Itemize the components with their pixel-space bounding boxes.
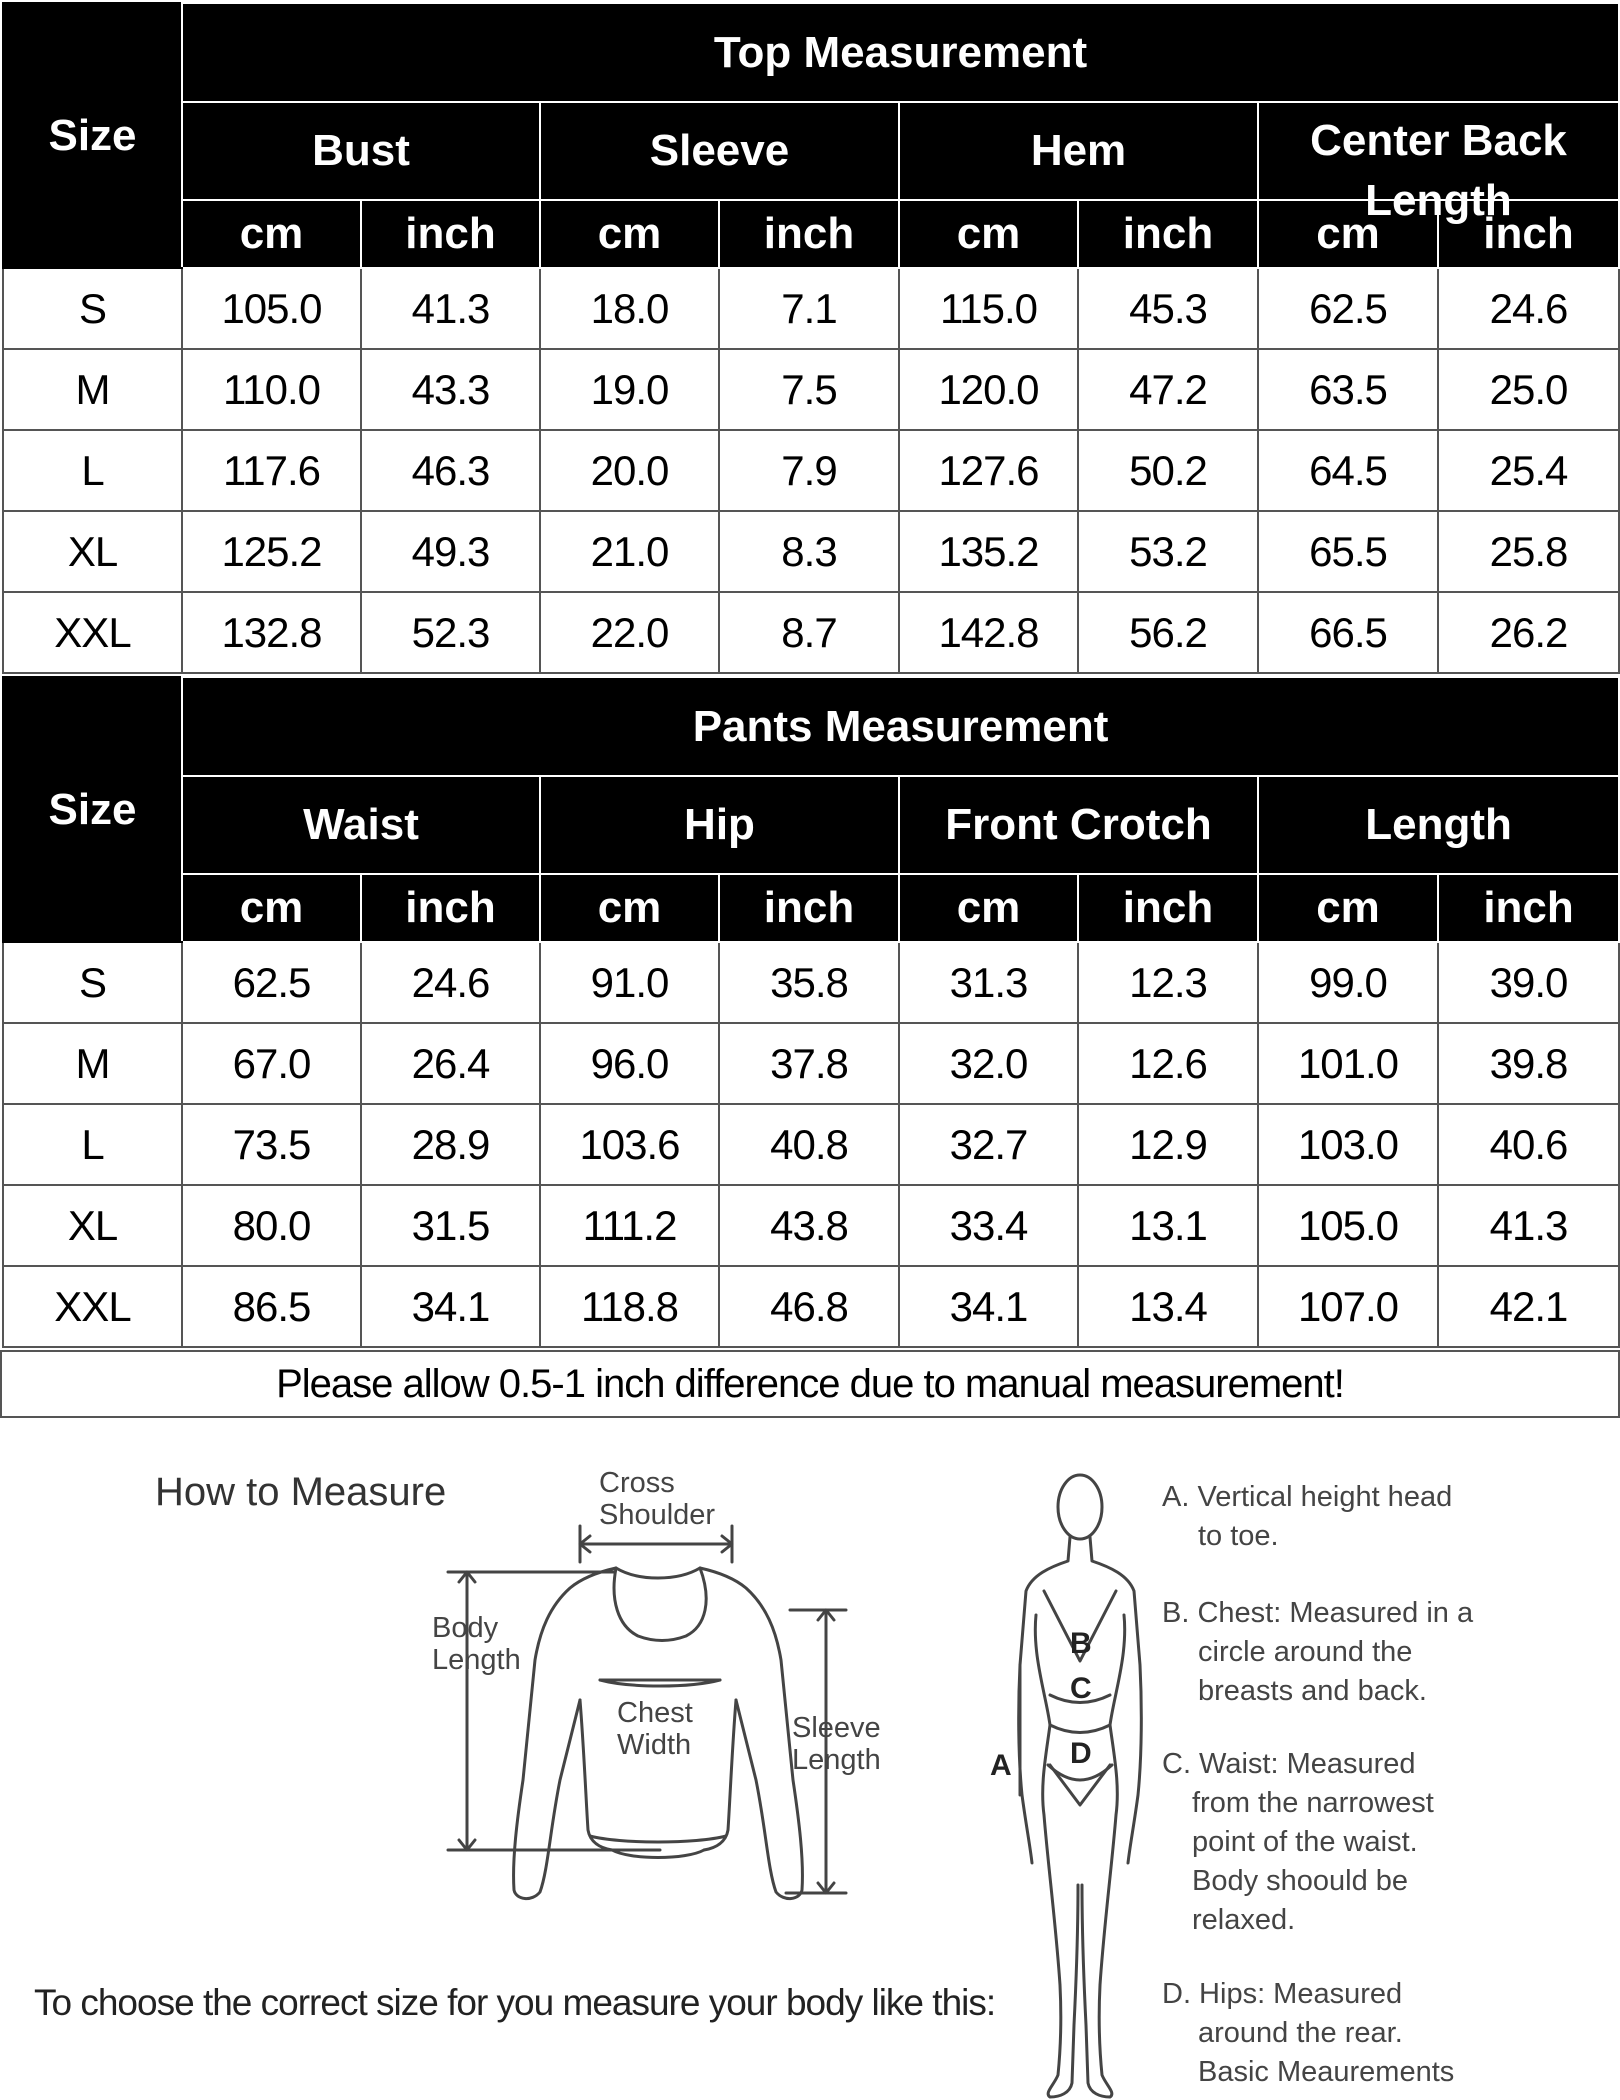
table-cell: 52.3 bbox=[361, 592, 540, 673]
instruction-line: from the narrowest bbox=[1192, 1787, 1434, 1819]
table-cell: 73.5 bbox=[182, 1104, 361, 1185]
table-cell: 56.2 bbox=[1078, 592, 1258, 673]
table-row bbox=[3, 349, 1619, 430]
column-group-label: Center Back Length bbox=[1310, 116, 1567, 225]
table-cell: 63.5 bbox=[1258, 349, 1438, 430]
body-letter-a: A bbox=[990, 1749, 1012, 1782]
instruction-line: around the rear. bbox=[1198, 2017, 1403, 2049]
table-cell: 25.4 bbox=[1438, 430, 1619, 511]
table-cell: 132.8 bbox=[182, 592, 361, 673]
table-cell: 107.0 bbox=[1258, 1266, 1438, 1347]
unit-header: inch bbox=[1078, 200, 1258, 268]
unit-header: cm bbox=[1258, 874, 1438, 942]
table-row bbox=[3, 1023, 1619, 1104]
size-cell: XL bbox=[3, 511, 182, 592]
instruction-line: relaxed. bbox=[1192, 1904, 1296, 1936]
table-cell: 39.0 bbox=[1438, 942, 1619, 1023]
table-cell: 45.3 bbox=[1078, 268, 1258, 349]
table-cell: 7.5 bbox=[719, 349, 899, 430]
unit-header: inch bbox=[719, 874, 899, 942]
table-cell: 120.0 bbox=[899, 349, 1078, 430]
table-cell: 12.6 bbox=[1078, 1023, 1258, 1104]
body-letter-c: C bbox=[1070, 1672, 1092, 1705]
table-cell: 34.1 bbox=[899, 1266, 1078, 1347]
table-cell: 8.3 bbox=[719, 511, 899, 592]
unit-header: inch bbox=[361, 200, 540, 268]
top-measurement-table bbox=[2, 2, 1620, 674]
table-cell: 111.2 bbox=[540, 1185, 719, 1266]
chest-width-label-line: Chest bbox=[617, 1697, 693, 1729]
body-letter-d: D bbox=[1070, 1737, 1092, 1770]
size-cell: XXL bbox=[3, 592, 182, 673]
table-cell: 118.8 bbox=[540, 1266, 719, 1347]
unit-header: inch bbox=[1438, 874, 1619, 942]
column-group-header: Waist bbox=[182, 776, 540, 874]
instruction-line: to toe. bbox=[1198, 1520, 1279, 1552]
table-cell: 12.9 bbox=[1078, 1104, 1258, 1185]
measurement-note: Please allow 0.5-1 inch difference due to manual measurement! bbox=[0, 1350, 1620, 1418]
unit-header: cm bbox=[540, 200, 719, 268]
table-cell: 13.4 bbox=[1078, 1266, 1258, 1347]
instruction-line: A. Vertical height head bbox=[1162, 1481, 1453, 1513]
size-cell: XL bbox=[3, 1185, 182, 1266]
unit-header: cm bbox=[899, 874, 1078, 942]
size-cell: S bbox=[3, 268, 182, 349]
table-cell: 31.5 bbox=[361, 1185, 540, 1266]
table-cell: 26.4 bbox=[361, 1023, 540, 1104]
table-cell: 142.8 bbox=[899, 592, 1078, 673]
table-cell: 20.0 bbox=[540, 430, 719, 511]
table-cell: 101.0 bbox=[1258, 1023, 1438, 1104]
table-cell: 39.8 bbox=[1438, 1023, 1619, 1104]
table-cell: 43.3 bbox=[361, 349, 540, 430]
unit-header: cm bbox=[1258, 200, 1438, 268]
unit-header: inch bbox=[361, 874, 540, 942]
instruction-b bbox=[1162, 1594, 1473, 1711]
size-cell: XXL bbox=[3, 1266, 182, 1347]
table-cell: 19.0 bbox=[540, 349, 719, 430]
table-cell: 49.3 bbox=[361, 511, 540, 592]
column-group-header: Bust bbox=[182, 102, 540, 200]
body-letter-b: B bbox=[1070, 1627, 1092, 1660]
table-cell: 22.0 bbox=[540, 592, 719, 673]
instruction-a bbox=[1162, 1478, 1452, 1556]
sleeve-length-label bbox=[792, 1712, 881, 1776]
table-cell: 42.1 bbox=[1438, 1266, 1619, 1347]
instruction-line: Basic Meaurements bbox=[1198, 2056, 1455, 2088]
table-row bbox=[3, 511, 1619, 592]
size-cell: L bbox=[3, 1104, 182, 1185]
table-cell: 91.0 bbox=[540, 942, 719, 1023]
table-cell: 50.2 bbox=[1078, 430, 1258, 511]
table-cell: 67.0 bbox=[182, 1023, 361, 1104]
chest-width-label-line: Width bbox=[617, 1729, 692, 1761]
instruction-line: point of the waist. bbox=[1192, 1826, 1418, 1858]
table-cell: 65.5 bbox=[1258, 511, 1438, 592]
pants-measurement-table bbox=[2, 676, 1620, 1348]
sleeve-length-label-line: Sleeve bbox=[792, 1712, 881, 1744]
unit-header: cm bbox=[540, 874, 719, 942]
table-cell: 47.2 bbox=[1078, 349, 1258, 430]
table-title: Top Measurement bbox=[182, 3, 1619, 102]
column-group-header: Front Crotch bbox=[899, 776, 1258, 874]
table-cell: 25.8 bbox=[1438, 511, 1619, 592]
table-cell: 21.0 bbox=[540, 511, 719, 592]
table-cell: 26.2 bbox=[1438, 592, 1619, 673]
cross-shoulder-label bbox=[599, 1467, 715, 1531]
cross-shoulder-label-line: Shoulder bbox=[599, 1499, 716, 1531]
instruction-line: D. Hips: Measured bbox=[1162, 1978, 1403, 2010]
table-cell: 105.0 bbox=[182, 268, 361, 349]
instruction-c bbox=[1162, 1745, 1434, 1940]
how-to-measure-title: How to Measure bbox=[155, 1470, 447, 1514]
table-cell: 32.0 bbox=[899, 1023, 1078, 1104]
body-length-label-line: Body bbox=[432, 1612, 499, 1644]
column-group-header: Hem bbox=[899, 102, 1258, 200]
table-cell: 53.2 bbox=[1078, 511, 1258, 592]
table-row bbox=[3, 592, 1619, 673]
unit-header: cm bbox=[182, 200, 361, 268]
table-cell: 62.5 bbox=[1258, 268, 1438, 349]
table-cell: 12.3 bbox=[1078, 942, 1258, 1023]
table-cell: 117.6 bbox=[182, 430, 361, 511]
instruction-line: breasts and back. bbox=[1198, 1675, 1427, 1707]
table-cell: 96.0 bbox=[540, 1023, 719, 1104]
table-row bbox=[3, 942, 1619, 1023]
table-cell: 86.5 bbox=[182, 1266, 361, 1347]
size-cell: L bbox=[3, 430, 182, 511]
table-cell: 62.5 bbox=[182, 942, 361, 1023]
table-cell: 46.8 bbox=[719, 1266, 899, 1347]
instruction-d bbox=[1162, 1975, 1454, 2092]
table-cell: 7.1 bbox=[719, 268, 899, 349]
sleeve-length-label-line: Length bbox=[792, 1744, 881, 1776]
size-cell: M bbox=[3, 1023, 182, 1104]
column-group-header: Hip bbox=[540, 776, 899, 874]
table-cell: 99.0 bbox=[1258, 942, 1438, 1023]
table-cell: 110.0 bbox=[182, 349, 361, 430]
table-cell: 33.4 bbox=[899, 1185, 1078, 1266]
table-row bbox=[3, 1266, 1619, 1347]
table-cell: 37.8 bbox=[719, 1023, 899, 1104]
size-cell: S bbox=[3, 942, 182, 1023]
table-row bbox=[3, 1104, 1619, 1185]
table-row bbox=[3, 268, 1619, 349]
unit-header: cm bbox=[182, 874, 361, 942]
table-cell: 35.8 bbox=[719, 942, 899, 1023]
chest-width-label bbox=[617, 1697, 693, 1761]
table-title: Pants Measurement bbox=[182, 677, 1619, 776]
table-cell: 127.6 bbox=[899, 430, 1078, 511]
body-length-label bbox=[432, 1612, 521, 1676]
table-cell: 125.2 bbox=[182, 511, 361, 592]
column-group-header: Length bbox=[1258, 776, 1619, 874]
unit-header: inch bbox=[719, 200, 899, 268]
table-cell: 34.1 bbox=[361, 1266, 540, 1347]
unit-header: inch bbox=[1438, 200, 1619, 268]
choose-size-text: To choose the correct size for you measure your body like this: bbox=[34, 1982, 996, 2023]
table-cell: 80.0 bbox=[182, 1185, 361, 1266]
table-cell: 41.3 bbox=[1438, 1185, 1619, 1266]
table-cell: 135.2 bbox=[899, 511, 1078, 592]
instruction-line: C. Waist: Measured bbox=[1162, 1748, 1416, 1780]
size-header: Size bbox=[3, 3, 182, 268]
table-cell: 40.6 bbox=[1438, 1104, 1619, 1185]
table-cell: 103.0 bbox=[1258, 1104, 1438, 1185]
size-header: Size bbox=[3, 677, 182, 942]
instruction-line: circle around the bbox=[1198, 1636, 1413, 1668]
body-figure-icon bbox=[1000, 1465, 1150, 2100]
unit-header: inch bbox=[1078, 874, 1258, 942]
body-length-label-line: Length bbox=[432, 1644, 521, 1676]
table-row bbox=[3, 1185, 1619, 1266]
table-cell: 24.6 bbox=[361, 942, 540, 1023]
table-cell: 103.6 bbox=[540, 1104, 719, 1185]
table-cell: 115.0 bbox=[899, 268, 1078, 349]
table-cell: 8.7 bbox=[719, 592, 899, 673]
unit-header: cm bbox=[899, 200, 1078, 268]
table-cell: 24.6 bbox=[1438, 268, 1619, 349]
table-cell: 40.8 bbox=[719, 1104, 899, 1185]
table-cell: 28.9 bbox=[361, 1104, 540, 1185]
table-cell: 64.5 bbox=[1258, 430, 1438, 511]
table-cell: 25.0 bbox=[1438, 349, 1619, 430]
table-cell: 46.3 bbox=[361, 430, 540, 511]
table-cell: 43.8 bbox=[719, 1185, 899, 1266]
table-cell: 66.5 bbox=[1258, 592, 1438, 673]
table-cell: 31.3 bbox=[899, 942, 1078, 1023]
instruction-line: Body shoould be bbox=[1192, 1865, 1409, 1897]
table-cell: 13.1 bbox=[1078, 1185, 1258, 1266]
table-cell: 105.0 bbox=[1258, 1185, 1438, 1266]
table-cell: 7.9 bbox=[719, 430, 899, 511]
column-group-header bbox=[1258, 102, 1619, 225]
table-cell: 18.0 bbox=[540, 268, 719, 349]
cross-shoulder-label-line: Cross bbox=[599, 1467, 675, 1499]
size-cell: M bbox=[3, 349, 182, 430]
table-row bbox=[3, 430, 1619, 511]
table-cell: 32.7 bbox=[899, 1104, 1078, 1185]
table-cell: 41.3 bbox=[361, 268, 540, 349]
instruction-line: B. Chest: Measured in a bbox=[1162, 1597, 1474, 1629]
column-group-header: Sleeve bbox=[540, 102, 899, 200]
